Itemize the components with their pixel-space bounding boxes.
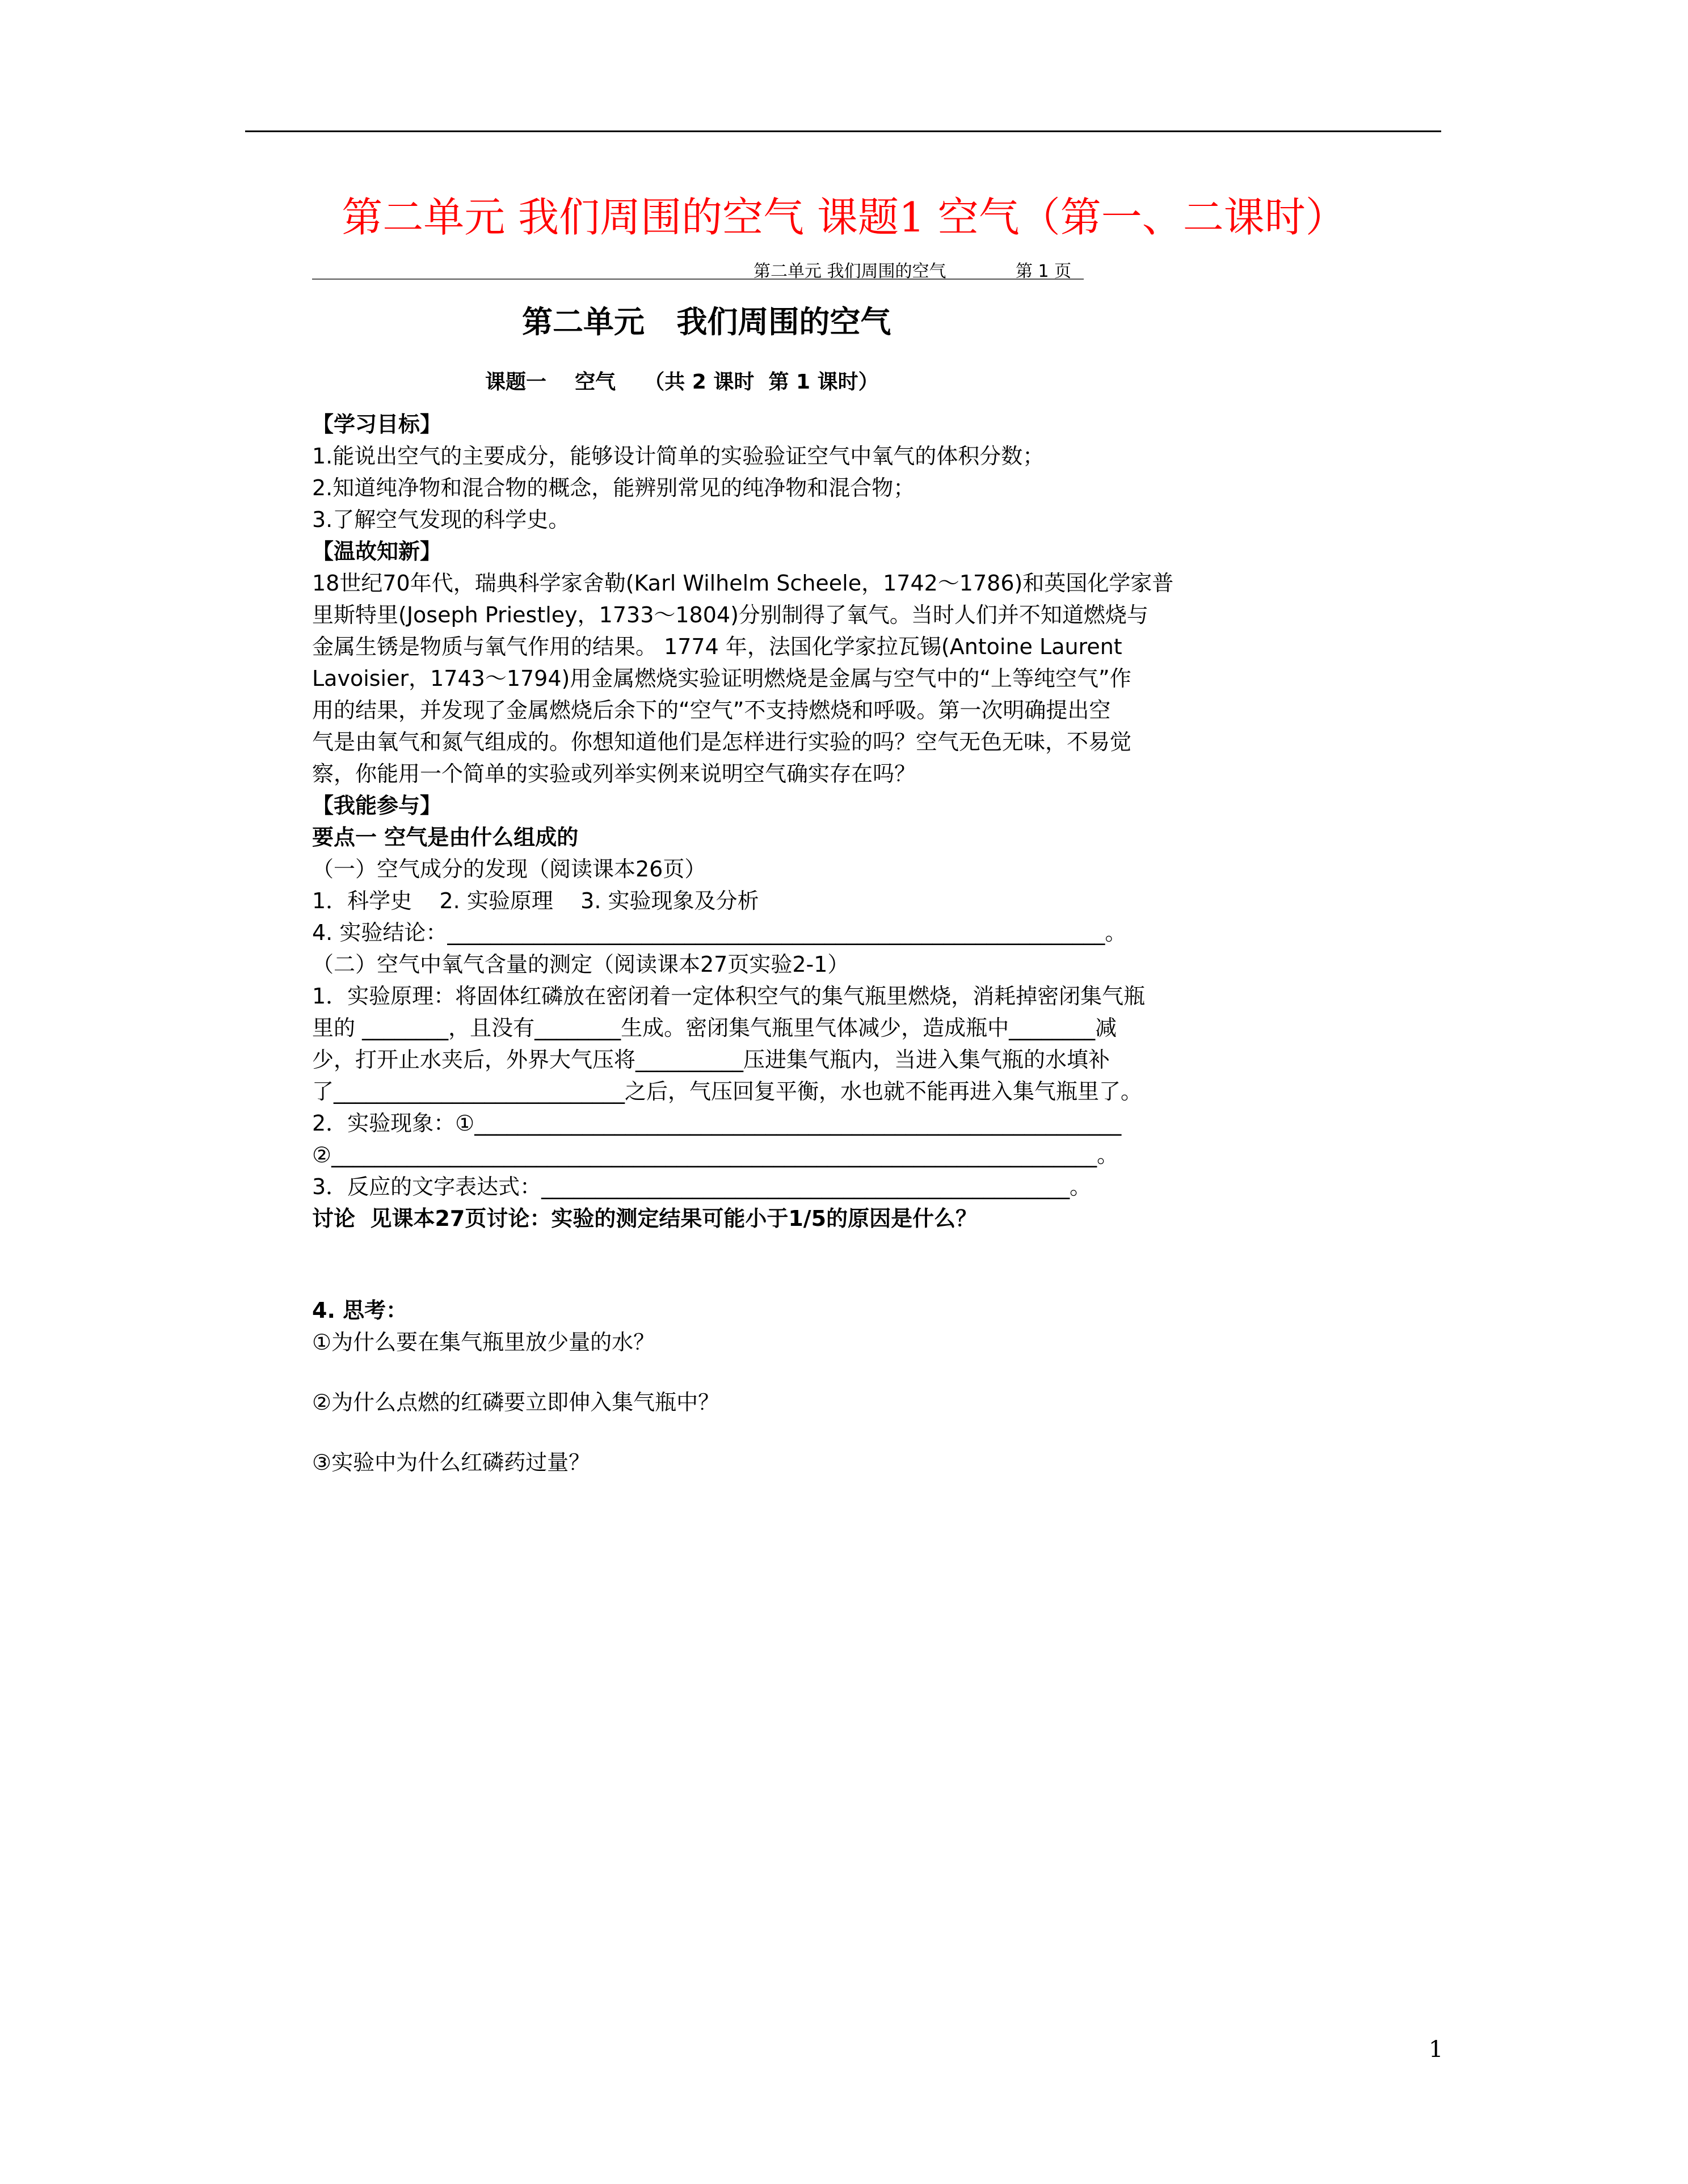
text-line: 察，你能用一个简单的实验或列举实例来说明空气确实存在吗？: [312, 761, 916, 786]
question-line: ③实验中为什么红磷药过量？: [312, 1450, 591, 1475]
lesson-line: 课题一 空气 （共 2 课时 第 1 课时）: [485, 370, 879, 394]
section-heading-review: 【温故知新】: [312, 539, 442, 564]
text-line: 里斯特里(Joseph Priestley，1733～1804)分别制得了氧气。当时人们并不知道燃烧与: [312, 602, 1148, 627]
scan-title-text: 第二单元 我们周围的空气: [522, 304, 891, 340]
text-line: （一）空气成分的发现（阅读课本26页）: [312, 857, 706, 882]
text-line: 18世纪70年代，瑞典科学家舍勒(Karl Wilhelm Scheele，1742～1786)和英国化学家普: [312, 571, 1174, 596]
text-line: 1．科学史 2. 实验原理 3. 实验现象及分析: [312, 888, 759, 913]
discussion-line: 讨论 见课本27页讨论：实验的测定结果可能小于1/5的原因是什么？: [312, 1206, 978, 1231]
top-rule: [245, 130, 1441, 132]
text-line: Lavoisier，1743～1794)用金属燃烧实验证明燃烧是金属与空气中的“上等纯空气”作: [312, 666, 1131, 691]
text-line: 里的 ________，且没有________生成。密闭集气瓶里气体减少，造成瓶中________减: [312, 1015, 1117, 1040]
text-line: 少，打开止水夹后，外界大气压将__________压进集气瓶内，当进入集气瓶的水填补: [312, 1047, 1110, 1072]
key-point-heading: 要点一 空气是由什么组成的: [312, 825, 579, 850]
text-line: 3.了解空气发现的科学史。: [312, 507, 570, 532]
think-heading: 4. 思考：: [312, 1298, 408, 1323]
worksheet-body: [312, 408, 1174, 1478]
text-line: 2．实验现象：①____________________________________________________________: [312, 1111, 1122, 1136]
text-line: 1.能说出空气的主要成分，能够设计简单的实验验证空气中氧气的体积分数；: [312, 444, 1045, 469]
text-line: 了___________________________之后，气压回复平衡，水也就不能再进入集气瓶里了。: [312, 1079, 1143, 1104]
text-line: 1．实验原理：将固体红磷放在密闭着一定体积空气的集气瓶里燃烧，消耗掉密闭集气瓶: [312, 984, 1146, 1009]
page-number: 1: [1429, 2037, 1443, 2063]
text-line: 2.知道纯净物和混合物的概念，能辨别常见的纯净物和混合物；: [312, 475, 915, 500]
text-line: 气是由氧气和氮气组成的。你想知道他们是怎样进行实验的吗？空气无色无味，不易觉: [312, 730, 1132, 754]
text-line: 用的结果，并发现了金属燃烧后余下的“空气”不支持燃烧和呼吸。第一次明确提出空: [312, 698, 1111, 723]
text-line: 4. 实验结论：_____________________________________________________________。: [312, 920, 1127, 945]
text-line: （二）空气中氧气含量的测定（阅读课本27页实验2-1）: [312, 952, 849, 977]
scan-header-unit: 第二单元 我们周围的空气: [754, 262, 946, 281]
section-heading-goals: 【学习目标】: [312, 412, 442, 437]
question-line: ①为什么要在集气瓶里放少量的水？: [312, 1330, 655, 1355]
text-line: 金属生锈是物质与氧气作用的结果。 1774 年，法国化学家拉瓦锡(Antoine Laurent: [312, 634, 1122, 659]
question-line: ②为什么点燃的红磷要立即伸入集气瓶中？: [312, 1390, 720, 1415]
document-title: 第二单元 我们周围的空气 课题1 空气（第一、二课时）: [342, 193, 1346, 241]
scan-page-header: [312, 252, 1084, 280]
section-heading-participate: 【我能参与】: [312, 793, 442, 818]
text-line: 3．反应的文字表达式：_________________________________________________。: [312, 1174, 1092, 1199]
scan-header-page: 第 1 页: [1016, 262, 1072, 281]
text-line: ②_______________________________________________________________________。: [312, 1142, 1119, 1167]
